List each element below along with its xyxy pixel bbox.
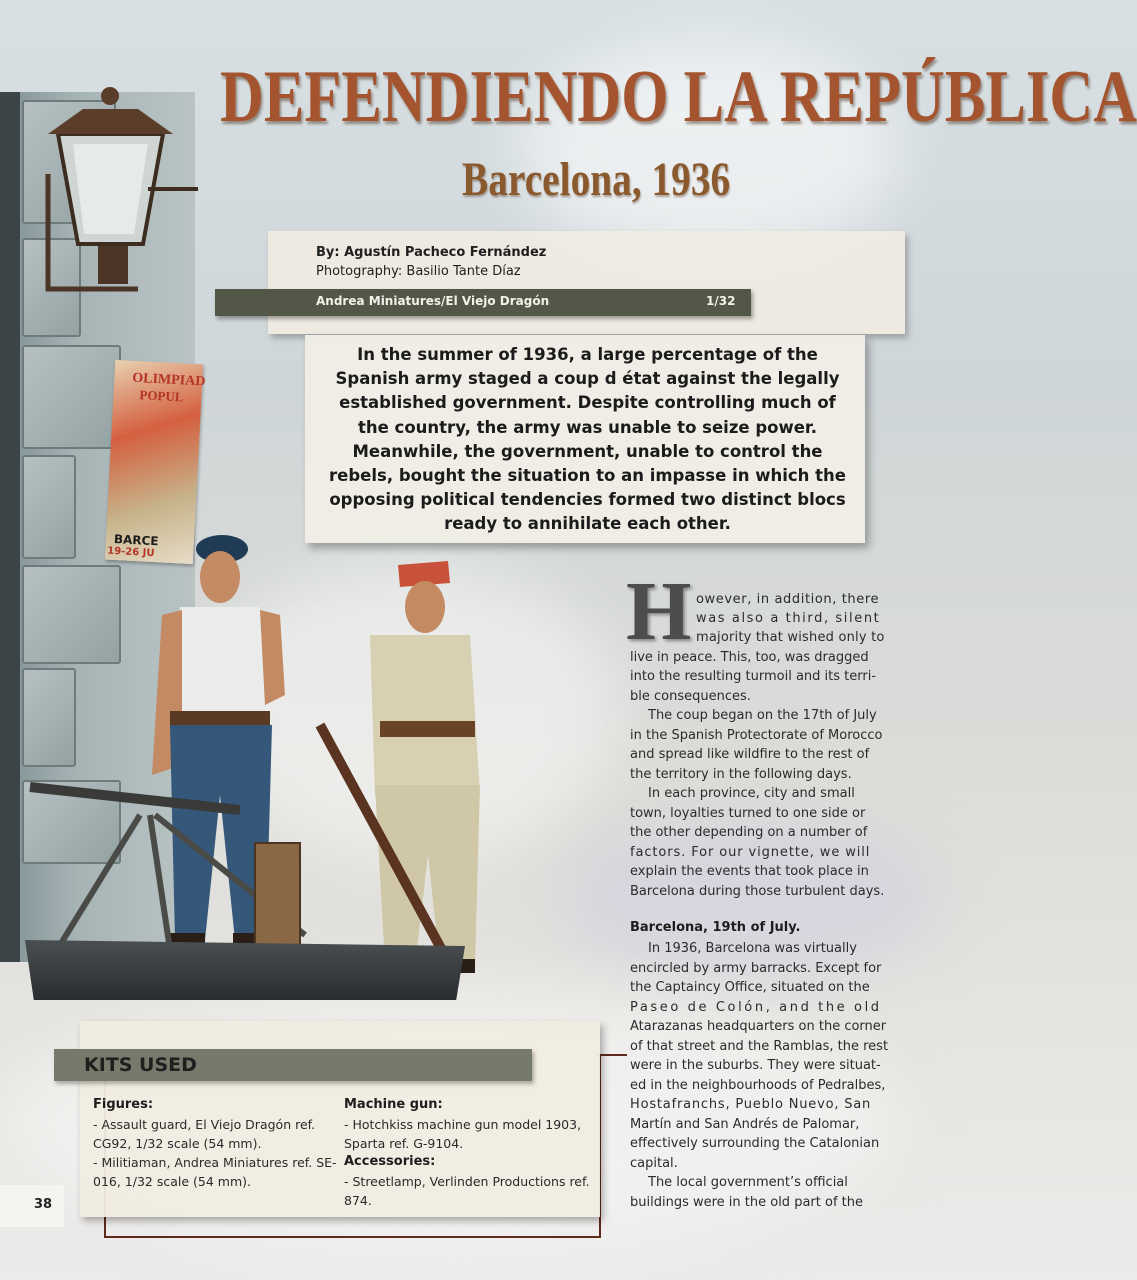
- article-line: owever, in addition, there: [696, 592, 880, 607]
- article-line: capital.: [630, 1156, 678, 1171]
- article-line: The local government’s official: [648, 1175, 848, 1190]
- machine-gun-heading: Machine gun:: [344, 1097, 443, 1112]
- brand-name: Andrea Miniatures/El Viejo Dragón: [316, 294, 550, 308]
- article-line: majority that wished only to: [696, 630, 885, 645]
- kit-line: Sparta ref. G-9104.: [344, 1136, 464, 1151]
- kits-frame-line: [597, 1054, 627, 1056]
- article-line: In each province, city and small: [648, 786, 855, 801]
- page-number: 38: [34, 1197, 53, 1212]
- figures-heading: Figures:: [93, 1097, 154, 1112]
- article-line: of that street and the Ramblas, the rest: [630, 1039, 889, 1054]
- kits-title: KITS USED: [84, 1054, 197, 1076]
- poster-text: BARCE: [113, 532, 159, 549]
- article-line: Barcelona during those turbulent days.: [630, 884, 885, 899]
- article-line: ed in the neighbourhoods of Pedralbes,: [630, 1078, 886, 1093]
- poster-text: OLIMPIAD: [131, 370, 206, 390]
- article-line: ble consequences.: [630, 689, 751, 704]
- kit-line: - Hotchkiss machine gun model 1903,: [344, 1117, 582, 1132]
- article-line: town, loyalties turned to one side or: [630, 806, 866, 821]
- article-line: In 1936, Barcelona was virtually: [648, 941, 857, 956]
- wall-shadow-edge: [0, 92, 20, 962]
- article-subtitle: Barcelona, 1936: [462, 153, 731, 206]
- poster-text: 19-26 JU: [106, 545, 155, 560]
- author-credit: By: Agustín Pacheco Fernández: [316, 245, 547, 260]
- article-line: into the resulting turmoil and its terri-: [630, 669, 877, 684]
- article-line: The coup began on the 17th of July: [648, 708, 877, 723]
- drop-cap: H: [626, 565, 692, 658]
- streetlamp-icon: [28, 84, 208, 314]
- article-line: buildings were in the old part of the: [630, 1195, 863, 1210]
- article-line: live in peace. This, too, was dragged: [630, 650, 869, 665]
- article-line: Martín and San Andrés de Palomar,: [630, 1117, 860, 1132]
- photography-credit: Photography: Basilio Tante Díaz: [316, 264, 521, 279]
- kit-line: 016, 1/32 scale (54 mm).: [93, 1174, 251, 1189]
- section-heading: Barcelona, 19th of July.: [630, 920, 801, 935]
- article-line: effectively surrounding the Catalonian: [630, 1136, 880, 1151]
- article-line: the territory in the following days.: [630, 767, 852, 782]
- article-line: the other depending on a number of: [630, 825, 868, 840]
- accessories-heading: Accessories:: [344, 1154, 436, 1169]
- page-number-box: [0, 1185, 64, 1227]
- wall-stone: [22, 345, 121, 449]
- article-line: explain the events that took place in: [630, 864, 869, 879]
- article-line: were in the suburbs. They were situat-: [630, 1058, 881, 1073]
- article-line: factors. For our vignette, we will: [630, 845, 871, 860]
- miniature-figures-photo: [30, 525, 500, 995]
- kit-line: - Militiaman, Andrea Miniatures ref. SE-: [93, 1155, 337, 1170]
- kit-line: 874.: [344, 1193, 372, 1208]
- kit-line: CG92, 1/32 scale (54 mm).: [93, 1136, 262, 1151]
- article-line: Atarazanas headquarters on the corner: [630, 1019, 887, 1034]
- article-line: in the Spanish Protectorate of Morocco: [630, 728, 883, 743]
- article-line: the Captaincy Office, situated on the: [630, 980, 870, 995]
- scale-label: 1/32: [706, 294, 736, 308]
- intro-paragraph: In the summer of 1936, a large percentage of the Spanish army staged a coup d état against the legally established government. Despite controlling much of the country, the army was unable to seize power. Meanwhile, the government, unable to control the rebels, bought the situation to an impasse in which the opposing political tendencies formed two distinct blocs ready to annihilate each other.: [329, 345, 846, 534]
- poster-text: POPUL: [139, 387, 184, 405]
- article-line: encircled by army barracks. Except for: [630, 961, 882, 976]
- article-line: and spread like wildfire to the rest of: [630, 747, 870, 762]
- vignette-base: [25, 940, 465, 1000]
- article-line: Hostafranchs, Pueblo Nuevo, San: [630, 1097, 872, 1112]
- article-line: Paseo de Colón, and the old: [630, 1000, 882, 1015]
- kit-line: - Assault guard, El Viejo Dragón ref.: [93, 1117, 316, 1132]
- kit-line: - Streetlamp, Verlinden Productions ref.: [344, 1174, 590, 1189]
- article-line: was also a third, silent: [696, 611, 881, 626]
- article-title: DEFENDIENDO LA REPÚBLICA: [220, 56, 1137, 138]
